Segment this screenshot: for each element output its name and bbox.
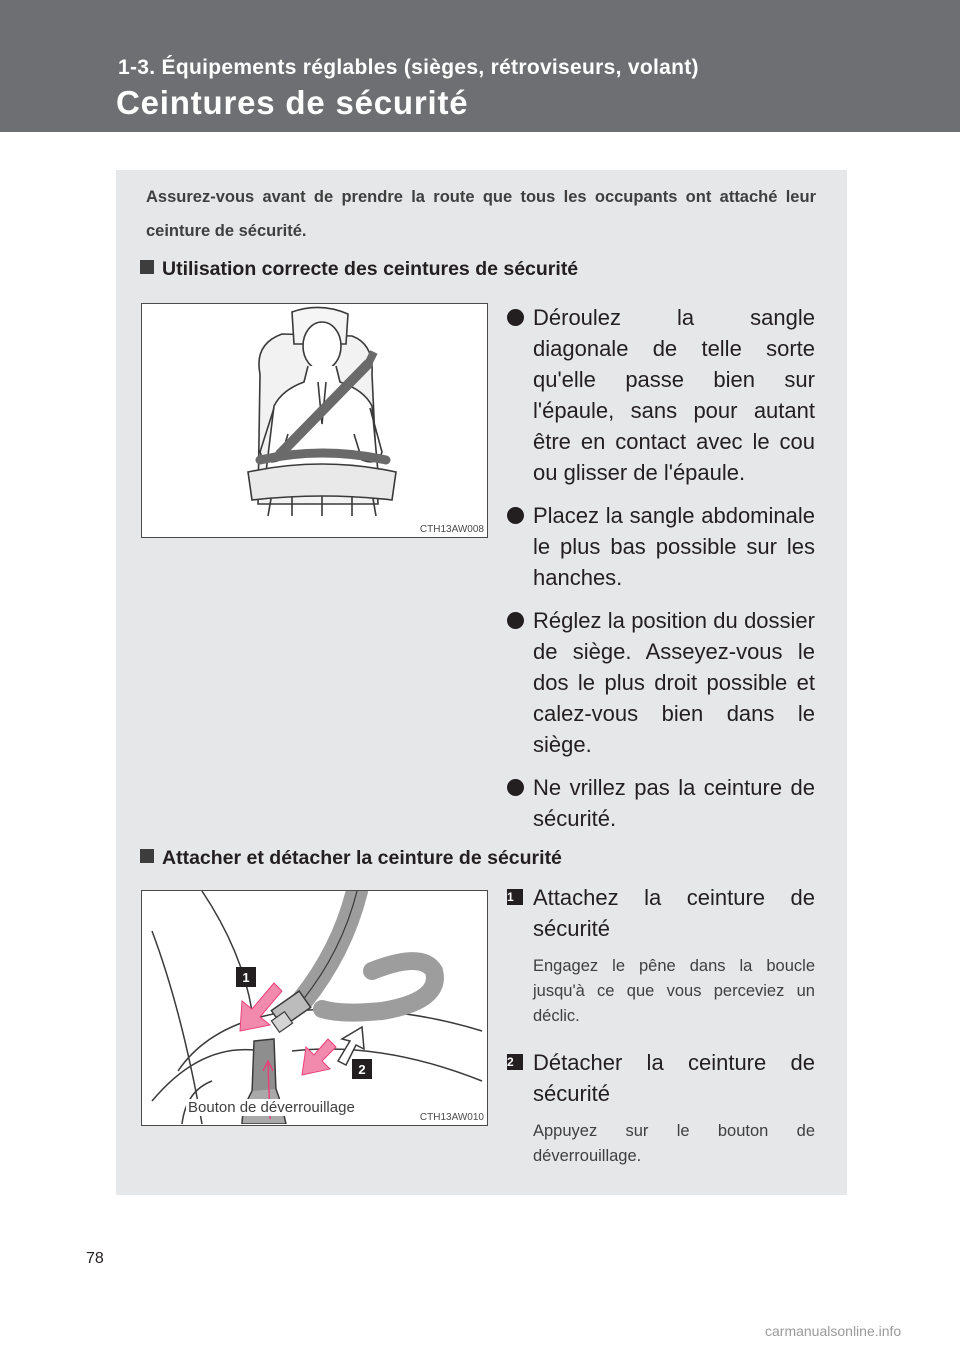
section-heading-usage-text: Utilisation correcte des ceintures de sécurité xyxy=(162,258,579,280)
callout-2-label: 2 xyxy=(358,1062,366,1077)
square-bullet-icon xyxy=(140,260,154,274)
step-body-text: Appuyez sur le bouton de déverrouillage. xyxy=(533,1122,815,1165)
figure-code-1: CTH13AW008 xyxy=(419,524,484,535)
step-item xyxy=(507,1047,815,1169)
step-number-icon: 2 xyxy=(507,1054,523,1070)
page-title: Ceintures de sécurité xyxy=(116,84,469,121)
step-item xyxy=(507,882,815,1029)
bullet-dot-icon xyxy=(507,309,524,326)
intro-text: Assurez-vous avant de prendre la route que tous les occupants ont attaché leur ceinture de sécurité. xyxy=(146,188,816,240)
chapter-subtitle: 1-3. Équipements réglables (sièges, rétroviseurs, volant) xyxy=(118,56,699,79)
step-number-icon: 1 xyxy=(507,889,523,905)
bullet-dot-icon xyxy=(507,507,524,524)
square-bullet-icon xyxy=(140,849,154,863)
step-body-text: Engagez le pêne dans la boucle jusqu'à ce que vous perceviez un déclic. xyxy=(533,957,815,1025)
step-title-text: Attachez la ceinture de sécurité xyxy=(533,885,815,941)
section-heading-fasten-text: Attacher et détacher la ceinture de sécurité xyxy=(162,847,562,869)
list-item: Déroulez la sangle diagonale de telle sorte qu'elle passe bien sur l'épaule, sans pour autant être en contact avec le cou ou glisser de l'épaule. xyxy=(507,302,815,488)
buckle-illustration xyxy=(142,891,486,1124)
release-button-label: Bouton de déverrouillage xyxy=(188,1099,355,1116)
bullet-dot-icon xyxy=(507,779,524,796)
page-header xyxy=(0,0,960,132)
seated-person-illustration xyxy=(142,304,486,536)
page-number: 78 xyxy=(86,1250,104,1267)
list-item: Placez la sangle abdominale le plus bas possible sur les hanches. xyxy=(507,500,815,593)
list-item: Réglez la position du dossier de siège. Asseyez-vous le dos le plus droit possible et calez-vous bien dans le siège. xyxy=(507,605,815,760)
list-item: Ne vrillez pas la ceinture de sécurité. xyxy=(507,772,815,834)
usage-bullet-list xyxy=(507,302,815,846)
bullet-dot-icon xyxy=(507,612,524,629)
section-heading-usage xyxy=(140,258,578,281)
watermark: carmanualsonline.info xyxy=(765,1323,902,1339)
section-heading-fasten xyxy=(140,847,562,870)
step-title-text: Détacher la ceinture de sécurité xyxy=(533,1050,815,1106)
figure-seated-person xyxy=(141,303,488,538)
figure-buckle xyxy=(141,890,488,1126)
figure-code-2: CTH13AW010 xyxy=(419,1112,484,1123)
fasten-steps xyxy=(507,882,815,1187)
callout-1-label: 1 xyxy=(242,970,250,985)
